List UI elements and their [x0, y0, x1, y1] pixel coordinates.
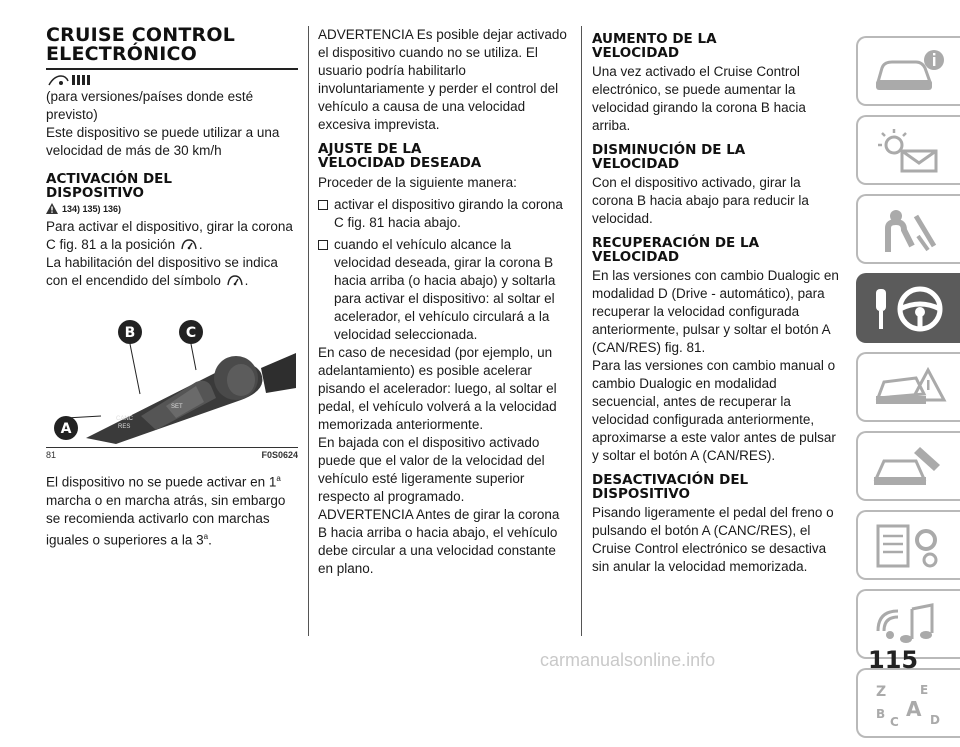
tab-technical-data[interactable]	[856, 510, 960, 580]
figure-code: F0S0624	[261, 450, 298, 460]
section-heading-deactivate: DESACTIVACIÓN DEL DISPOSITIVO	[592, 472, 749, 502]
list-item: cuando el vehículo alcance la velocidad deseada, girar la corona B hacia arriba (o hacia abajo) y soltarla para activar el dispositivo: al soltar el acelerador, el vehículo circulará a la velocidad seleccionada.	[318, 236, 570, 344]
gear-text: El dispositivo no se puede activar en 1$^a$ marcha o en marcha atrás, sin embargo se recomienda activarlo con marchas iguales o superiores a la 3$^a$.	[46, 474, 286, 547]
cruise-icon	[179, 237, 199, 251]
warning-references: 134) 135) 136)	[46, 203, 298, 214]
column-2	[318, 26, 570, 578]
warning-triangle-icon	[46, 203, 58, 214]
safety-seat-icon	[872, 206, 948, 254]
watermark: carmanualsonline.info	[540, 650, 716, 670]
page-number: 115	[868, 646, 919, 674]
section-heading-recover: RECUPERACIÓN DE LA VELOCIDAD	[592, 235, 760, 265]
page-title: CRUISE CONTROL ELECTRÓNICO	[46, 24, 235, 65]
svg-text:Z: Z	[876, 684, 887, 700]
column-1	[46, 26, 298, 549]
paragraph-downhill: En bajada con el dispositivo activado puede que el valor de la velocidad del vehículo esté ligeramente superior respecto al programado.	[318, 435, 545, 504]
recover-text-2: Para las versiones con cambio manual o cambio Dualogic en modalidad secuencial, antes de recuperar la velocidad configurada anteriormente, aproximarse a este valor antes de pulsar y soltar el botón A (CAN/RES).	[592, 358, 836, 463]
section-heading-increase: AUMENTO DE LA VELOCIDAD	[592, 31, 717, 61]
tab-car-info[interactable]	[856, 36, 960, 106]
recover-text-1: En las versiones con cambio Dualogic en modalidad D (Drive - automático), para recuperar la velocidad configurada anteriormente, pulsar y soltar el botón A (CAN/RES) fig. 81.	[592, 268, 839, 355]
paragraph-overtake: En caso de necesidad (por ejemplo, un adelantamiento) es posible acelerar pisando el acelerador: luego, al soltar el pedal, el vehículo volverá a la velocidad memorizada anteriormente.	[318, 345, 557, 432]
bullet-box-icon	[318, 200, 328, 210]
svg-text:E: E	[920, 683, 929, 697]
section-heading-activation: ACTIVACIÓN DEL DISPOSITIVO	[46, 171, 173, 201]
increase-text: Una vez activado el Cruise Control electrónico, se puede aumentar la velocidad girando la corona B hacia arriba.	[592, 64, 806, 133]
column-3	[592, 26, 842, 576]
chapter-tabs	[856, 36, 960, 747]
canc-label: CANC	[116, 416, 134, 422]
emergency-icon	[872, 364, 948, 412]
title-rule	[46, 68, 298, 70]
maintenance-icon	[872, 443, 948, 491]
warning-lights-icon	[872, 127, 948, 175]
res-label: RES	[118, 424, 131, 430]
tab-index[interactable]	[856, 668, 960, 738]
label-a: A	[60, 421, 72, 437]
cruise-indicator-icon	[225, 273, 245, 287]
intro-text: (para versiones/países donde esté previsto)	[46, 89, 254, 122]
car-info-icon	[872, 48, 948, 96]
set-label: SET	[171, 404, 183, 410]
section-heading-decrease: DISMINUCIÓN DE LA VELOCIDAD	[592, 142, 746, 172]
figure-caption	[46, 450, 298, 460]
key-steering-wheel-icon	[872, 285, 948, 333]
column-divider-1	[308, 26, 309, 636]
figure-81	[46, 298, 298, 448]
warning-text-1: ADVERTENCIA Es posible dejar activado el dispositivo cuando no se utiliza. El usuario podría habilitarlo involuntariamente y perder el control del vehículo a causa de una velocidad excesiva imprevista.	[318, 27, 567, 132]
list-item: activar el dispositivo girando la corona C fig. 81 hacia abajo.	[318, 196, 570, 232]
figure-number: 81	[46, 450, 57, 460]
label-c: C	[185, 325, 197, 341]
tab-warning-lights[interactable]	[856, 115, 960, 185]
section-heading-adjust: AJUSTE DE LA VELOCIDAD DESEADA	[318, 141, 482, 171]
feature-icons	[46, 72, 298, 88]
cruise-lever-illustration	[46, 298, 298, 448]
activation-text: Para activar el dispositivo, girar la corona C fig. 81 a la posición .	[46, 219, 293, 252]
tab-starting-driving[interactable]	[856, 273, 960, 343]
column-divider-2	[581, 26, 582, 636]
index-icon	[872, 680, 948, 728]
technical-data-icon	[872, 522, 948, 570]
svg-text:D: D	[930, 713, 940, 727]
bullet-box-icon	[318, 240, 328, 250]
decrease-text: Con el dispositivo activado, girar la corona B hacia abajo para reducir la velocidad.	[592, 175, 809, 226]
tab-safety[interactable]	[856, 194, 960, 264]
warning-text-2: ADVERTENCIA Antes de girar la corona B hacia arriba o hacia abajo, el vehículo debe circular a una velocidad constante en plano.	[318, 507, 560, 576]
svg-text:C: C	[890, 715, 899, 729]
svg-text:A: A	[906, 697, 922, 721]
svg-text:B: B	[876, 707, 886, 721]
label-b: B	[124, 325, 136, 341]
multimedia-icon	[872, 601, 948, 649]
intro-text-2: Este dispositivo se puede utilizar a una velocidad de más de 30 km/h	[46, 125, 280, 158]
adjust-intro: Proceder de la siguiente manera:	[318, 175, 517, 190]
cruise-control-symbol-icon	[46, 72, 98, 88]
activation-text-2: La habilitación del dispositivo se indica con el encendido del símbolo .	[46, 255, 278, 288]
tab-emergency[interactable]	[856, 352, 960, 422]
tab-maintenance[interactable]	[856, 431, 960, 501]
deactivate-text: Pisando ligeramente el pedal del freno o pulsando el botón A (CANC/RES), el Cruise Control electrónico se desactiva sin anular la velocidad memorizada.	[592, 505, 834, 574]
